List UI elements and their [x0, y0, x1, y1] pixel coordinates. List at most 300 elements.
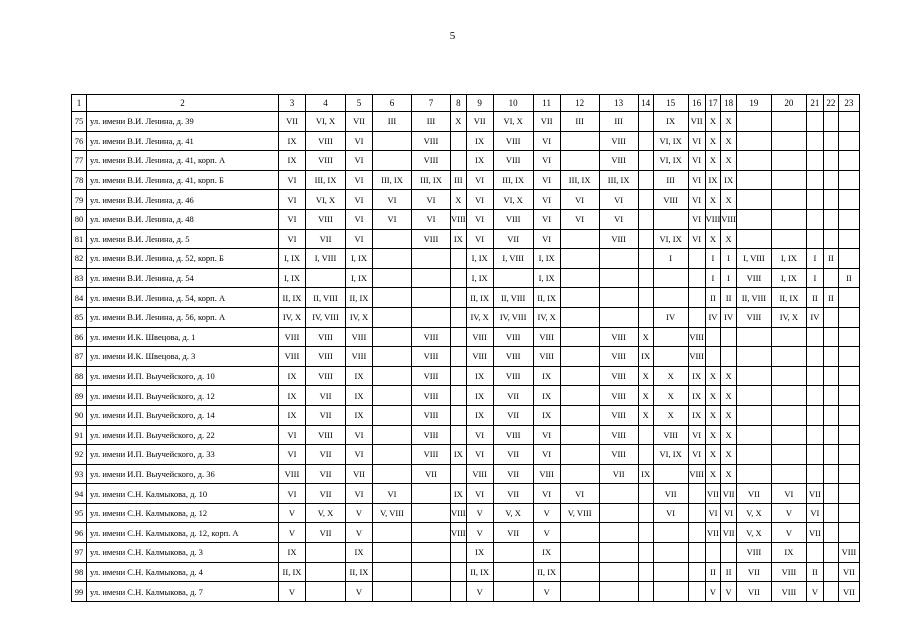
table-cell: VIII — [306, 209, 346, 229]
table-cell — [736, 170, 771, 190]
table-row — [72, 209, 860, 229]
column-number: 6 — [373, 95, 412, 112]
table-cell: IV — [721, 307, 737, 327]
table-cell — [823, 425, 838, 445]
table-cell — [373, 582, 412, 602]
table-cell: VI — [279, 229, 306, 249]
table-cell — [688, 484, 705, 504]
table-cell: VIII — [838, 543, 859, 563]
address-cell: ул. имени И.К. Швецова, д. 1 — [87, 327, 279, 347]
table-cell: VI — [346, 190, 373, 210]
table-row — [72, 543, 860, 563]
table-cell: VIII — [346, 327, 373, 347]
table-cell — [736, 327, 771, 347]
table-cell: VII — [736, 562, 771, 582]
table-row — [72, 229, 860, 249]
table-cell — [373, 327, 412, 347]
table-cell: VIII — [688, 464, 705, 484]
address-cell: ул. имени И.К. Швецова, д. 3 — [87, 347, 279, 367]
table-cell — [736, 425, 771, 445]
table-cell — [688, 582, 705, 602]
table-cell — [451, 151, 467, 171]
table-cell: IV, X — [279, 307, 306, 327]
table-cell — [823, 464, 838, 484]
table-cell — [806, 131, 823, 151]
table-cell — [721, 327, 737, 347]
table-row — [72, 523, 860, 543]
table-row — [72, 249, 860, 269]
table-cell: VII — [466, 112, 493, 132]
table-cell: II, IX — [771, 288, 806, 308]
table-cell: VII — [306, 229, 346, 249]
table-cell: VI — [466, 484, 493, 504]
table-cell: IV — [806, 307, 823, 327]
table-cell: X — [638, 327, 653, 347]
table-cell: VIII — [493, 347, 533, 367]
table-cell: VI — [346, 209, 373, 229]
table-cell — [560, 307, 599, 327]
table-cell: VI — [533, 445, 560, 465]
table-cell — [806, 170, 823, 190]
table-cell: VIII — [705, 209, 721, 229]
table-cell — [721, 347, 737, 367]
table-cell: VI — [599, 190, 638, 210]
table-cell — [823, 543, 838, 563]
table-cell: I, VIII — [306, 249, 346, 269]
table-cell — [688, 268, 705, 288]
table-cell — [771, 347, 806, 367]
table-cell: V — [279, 503, 306, 523]
table-cell: VIII — [412, 229, 451, 249]
table-cell: VIII — [533, 464, 560, 484]
table-cell — [638, 170, 653, 190]
table-cell: IX — [466, 543, 493, 563]
table-cell: III — [560, 112, 599, 132]
table-cell — [638, 229, 653, 249]
table-cell — [688, 562, 705, 582]
table-cell: VII — [346, 464, 373, 484]
table-cell — [823, 307, 838, 327]
table-cell: VI — [533, 425, 560, 445]
table-cell — [599, 543, 638, 563]
table-cell: VI, IX — [653, 151, 688, 171]
address-cell: ул. имени И.П. Выучейского, д. 36 — [87, 464, 279, 484]
table-cell — [412, 503, 451, 523]
table-cell: X — [705, 425, 721, 445]
table-cell: II — [721, 562, 737, 582]
table-cell: IV — [653, 307, 688, 327]
row-number: 81 — [72, 229, 87, 249]
table-cell — [823, 112, 838, 132]
table-cell: VII — [493, 484, 533, 504]
table-cell: IX — [279, 386, 306, 406]
table-cell: II, VIII — [306, 288, 346, 308]
table-cell: IV, X — [533, 307, 560, 327]
table-cell: II, VIII — [493, 288, 533, 308]
table-cell: VII — [306, 484, 346, 504]
table-cell: I — [705, 268, 721, 288]
row-number: 76 — [72, 131, 87, 151]
table-cell — [823, 405, 838, 425]
table-cell — [736, 190, 771, 210]
table-cell: V, X — [306, 503, 346, 523]
table-cell — [838, 131, 859, 151]
table-row — [72, 445, 860, 465]
table-cell — [412, 307, 451, 327]
table-cell — [771, 425, 806, 445]
table-cell: VI — [560, 484, 599, 504]
table-cell — [806, 327, 823, 347]
table-cell: V, X — [736, 523, 771, 543]
table-cell — [806, 366, 823, 386]
table-cell: VI — [771, 484, 806, 504]
table-cell: VI — [560, 190, 599, 210]
table-cell: IX — [533, 543, 560, 563]
address-cell: ул. имени И.П. Выучейского, д. 22 — [87, 425, 279, 445]
table-cell — [599, 307, 638, 327]
table-cell: VII — [688, 112, 705, 132]
table-cell: VI — [653, 503, 688, 523]
table-cell — [638, 307, 653, 327]
table-cell: V — [721, 582, 737, 602]
table-cell: VIII — [599, 151, 638, 171]
table-row — [72, 366, 860, 386]
table-cell: VIII — [599, 347, 638, 367]
table-cell — [306, 543, 346, 563]
row-number: 93 — [72, 464, 87, 484]
table-cell — [771, 327, 806, 347]
table-row — [72, 386, 860, 406]
table-cell — [638, 131, 653, 151]
table-cell: VIII — [279, 347, 306, 367]
table-cell: VI — [688, 131, 705, 151]
table-cell: VI — [279, 209, 306, 229]
table-cell — [451, 386, 467, 406]
table-row — [72, 170, 860, 190]
table-cell: II, IX — [466, 288, 493, 308]
table-cell — [638, 562, 653, 582]
table-cell — [771, 112, 806, 132]
table-cell: VIII — [493, 425, 533, 445]
table-cell — [373, 523, 412, 543]
table-cell: X — [705, 112, 721, 132]
table-cell: I, IX — [346, 249, 373, 269]
table-cell: IX — [466, 366, 493, 386]
table-cell — [451, 347, 467, 367]
table-cell — [736, 131, 771, 151]
table-cell — [560, 131, 599, 151]
table-cell: II, IX — [279, 288, 306, 308]
row-number: 89 — [72, 386, 87, 406]
table-cell: VI — [466, 170, 493, 190]
table-cell: VI — [412, 190, 451, 210]
table-cell — [560, 405, 599, 425]
table-cell: III — [412, 112, 451, 132]
table-cell: VI — [560, 209, 599, 229]
table-cell: III — [451, 170, 467, 190]
table-cell: VI — [279, 170, 306, 190]
table-cell: V — [533, 523, 560, 543]
table-cell — [771, 405, 806, 425]
table-cell: VIII — [599, 445, 638, 465]
table-cell — [638, 543, 653, 563]
table-cell — [823, 445, 838, 465]
table-cell: II — [806, 562, 823, 582]
table-cell — [705, 543, 721, 563]
table-cell: IX — [346, 405, 373, 425]
table-cell: X — [705, 366, 721, 386]
table-cell: V — [533, 582, 560, 602]
table-cell: IX — [688, 405, 705, 425]
table-cell — [736, 209, 771, 229]
table-cell: IX — [638, 464, 653, 484]
table-cell: VIII — [412, 347, 451, 367]
table-cell — [493, 268, 533, 288]
table-cell — [373, 464, 412, 484]
table-cell: VIII — [599, 229, 638, 249]
table-cell: VI — [533, 209, 560, 229]
table-cell: VIII — [412, 386, 451, 406]
table-cell: X — [721, 229, 737, 249]
table-cell: I, IX — [346, 268, 373, 288]
table-row — [72, 131, 860, 151]
table-cell: VIII — [721, 209, 737, 229]
table-cell: II, VIII — [736, 288, 771, 308]
table-cell: X — [705, 151, 721, 171]
table-cell — [823, 131, 838, 151]
table-cell: VII — [493, 405, 533, 425]
table-cell: V — [705, 582, 721, 602]
table-cell — [451, 543, 467, 563]
table-cell: III, IX — [560, 170, 599, 190]
row-number: 82 — [72, 249, 87, 269]
table-cell — [412, 288, 451, 308]
table-cell: VIII — [306, 425, 346, 445]
table-cell — [373, 151, 412, 171]
column-number: 10 — [493, 95, 533, 112]
table-cell — [806, 386, 823, 406]
table-cell: IX — [688, 366, 705, 386]
address-cell: ул. имени В.И. Ленина, д. 48 — [87, 209, 279, 229]
table-cell — [373, 386, 412, 406]
table-cell — [493, 543, 533, 563]
table-cell: VII — [279, 112, 306, 132]
table-cell: VIII — [493, 209, 533, 229]
table-cell: VIII — [493, 131, 533, 151]
table-cell — [653, 327, 688, 347]
table-cell — [373, 229, 412, 249]
table-cell — [823, 562, 838, 582]
table-cell — [373, 249, 412, 269]
table-cell: VIII — [736, 543, 771, 563]
table-cell: VII — [493, 229, 533, 249]
table-cell — [838, 151, 859, 171]
address-cell: ул. имени В.И. Ленина, д. 41, корп. Б — [87, 170, 279, 190]
table-cell — [306, 582, 346, 602]
table-cell: IV, X — [466, 307, 493, 327]
table-cell — [823, 582, 838, 602]
table-cell: IX — [346, 366, 373, 386]
table-cell: VIII — [412, 131, 451, 151]
address-cell: ул. имени В.И. Ленина, д. 54 — [87, 268, 279, 288]
table-cell — [771, 445, 806, 465]
table-cell — [638, 484, 653, 504]
table-cell: VI — [346, 170, 373, 190]
table-cell — [823, 386, 838, 406]
table-cell — [653, 464, 688, 484]
table-row — [72, 347, 860, 367]
table-row — [72, 484, 860, 504]
table-cell — [806, 190, 823, 210]
table-cell — [653, 543, 688, 563]
table-cell — [560, 151, 599, 171]
table-cell — [599, 582, 638, 602]
address-cell: ул. имени С.Н. Калмыкова, д. 12, корп. А — [87, 523, 279, 543]
table-cell: VIII — [412, 445, 451, 465]
table-cell: VII — [493, 445, 533, 465]
table-cell: VII — [346, 112, 373, 132]
table-cell: VI — [533, 190, 560, 210]
row-number: 97 — [72, 543, 87, 563]
table-cell: III, IX — [412, 170, 451, 190]
table-cell — [838, 327, 859, 347]
table-cell: VIII — [451, 503, 467, 523]
table-cell: VIII — [306, 347, 346, 367]
table-cell: II — [823, 288, 838, 308]
table-cell: VI — [346, 484, 373, 504]
table-cell — [838, 112, 859, 132]
table-cell — [838, 523, 859, 543]
table-cell: VIII — [653, 425, 688, 445]
table-cell: IX — [466, 405, 493, 425]
table-cell — [736, 366, 771, 386]
table-cell: II — [721, 288, 737, 308]
table-cell: IX — [721, 170, 737, 190]
table-cell — [806, 347, 823, 367]
table-cell — [638, 445, 653, 465]
table-cell: VIII — [771, 582, 806, 602]
table-cell: VI, X — [493, 112, 533, 132]
table-cell: VIII — [306, 366, 346, 386]
table-cell: IX — [705, 170, 721, 190]
table-cell: I — [721, 268, 737, 288]
table-cell — [373, 543, 412, 563]
table-cell — [599, 503, 638, 523]
table-cell — [560, 543, 599, 563]
page-number: 5 — [449, 30, 456, 42]
table-cell: X — [653, 405, 688, 425]
table-cell: III, IX — [306, 170, 346, 190]
table-cell: VIII — [599, 405, 638, 425]
table-cell: VII — [306, 445, 346, 465]
table-cell — [806, 112, 823, 132]
table-cell — [373, 268, 412, 288]
table-row — [72, 112, 860, 132]
table-cell: V — [466, 523, 493, 543]
table-cell: VII — [599, 464, 638, 484]
table-cell: VI — [533, 151, 560, 171]
table-cell: IX — [451, 445, 467, 465]
header-row — [72, 95, 860, 112]
column-number: 8 — [451, 95, 467, 112]
table-cell — [653, 523, 688, 543]
table-cell — [306, 268, 346, 288]
table-cell: VIII — [688, 327, 705, 347]
table-cell: X — [721, 425, 737, 445]
table-cell: II, IX — [346, 562, 373, 582]
table-cell — [451, 425, 467, 445]
table-cell — [493, 582, 533, 602]
address-cell: ул. имени В.И. Ленина, д. 46 — [87, 190, 279, 210]
table-cell — [838, 170, 859, 190]
row-number: 78 — [72, 170, 87, 190]
address-cell: ул. имени В.И. Ленина, д. 5 — [87, 229, 279, 249]
table-cell: V — [279, 582, 306, 602]
table-cell: I — [721, 249, 737, 269]
table-cell: I, IX — [533, 249, 560, 269]
table-cell — [560, 523, 599, 543]
table-cell: X — [638, 405, 653, 425]
address-cell: ул. имени С.Н. Калмыкова, д. 3 — [87, 543, 279, 563]
table-cell: IV, X — [771, 307, 806, 327]
table-cell: V — [346, 582, 373, 602]
table-cell — [688, 307, 705, 327]
table-cell — [823, 229, 838, 249]
row-number: 83 — [72, 268, 87, 288]
table-cell: X — [705, 405, 721, 425]
table-cell — [373, 366, 412, 386]
table-cell: I, VIII — [493, 249, 533, 269]
table-cell: VI — [688, 445, 705, 465]
table-cell: I, IX — [771, 249, 806, 269]
table-cell — [412, 484, 451, 504]
table-cell: I — [653, 249, 688, 269]
table-cell — [560, 386, 599, 406]
table-cell: VI, IX — [653, 229, 688, 249]
table-cell: VI — [533, 131, 560, 151]
table-cell: V — [771, 523, 806, 543]
table-cell: X — [721, 151, 737, 171]
table-cell: VIII — [736, 268, 771, 288]
table-cell: VIII — [466, 347, 493, 367]
table-cell: VI — [373, 209, 412, 229]
table-cell — [451, 249, 467, 269]
table-cell — [638, 503, 653, 523]
table-cell — [560, 366, 599, 386]
table-cell — [705, 347, 721, 367]
table-cell: VIII — [599, 366, 638, 386]
table-cell — [373, 347, 412, 367]
table-cell: VI — [346, 445, 373, 465]
table-row — [72, 503, 860, 523]
table-cell: VII — [493, 386, 533, 406]
table-cell — [638, 190, 653, 210]
table-cell: I, IX — [279, 268, 306, 288]
table-cell: VIII — [599, 425, 638, 445]
table-cell: VII — [806, 484, 823, 504]
table-cell — [823, 190, 838, 210]
table-cell: VI — [688, 151, 705, 171]
table-cell: IX — [533, 386, 560, 406]
table-cell — [771, 386, 806, 406]
table-cell — [373, 562, 412, 582]
table-cell — [771, 366, 806, 386]
table-cell — [838, 288, 859, 308]
table-cell: III, IX — [493, 170, 533, 190]
table-cell — [688, 543, 705, 563]
table-cell: VIII — [493, 327, 533, 347]
table-cell: IX — [466, 151, 493, 171]
